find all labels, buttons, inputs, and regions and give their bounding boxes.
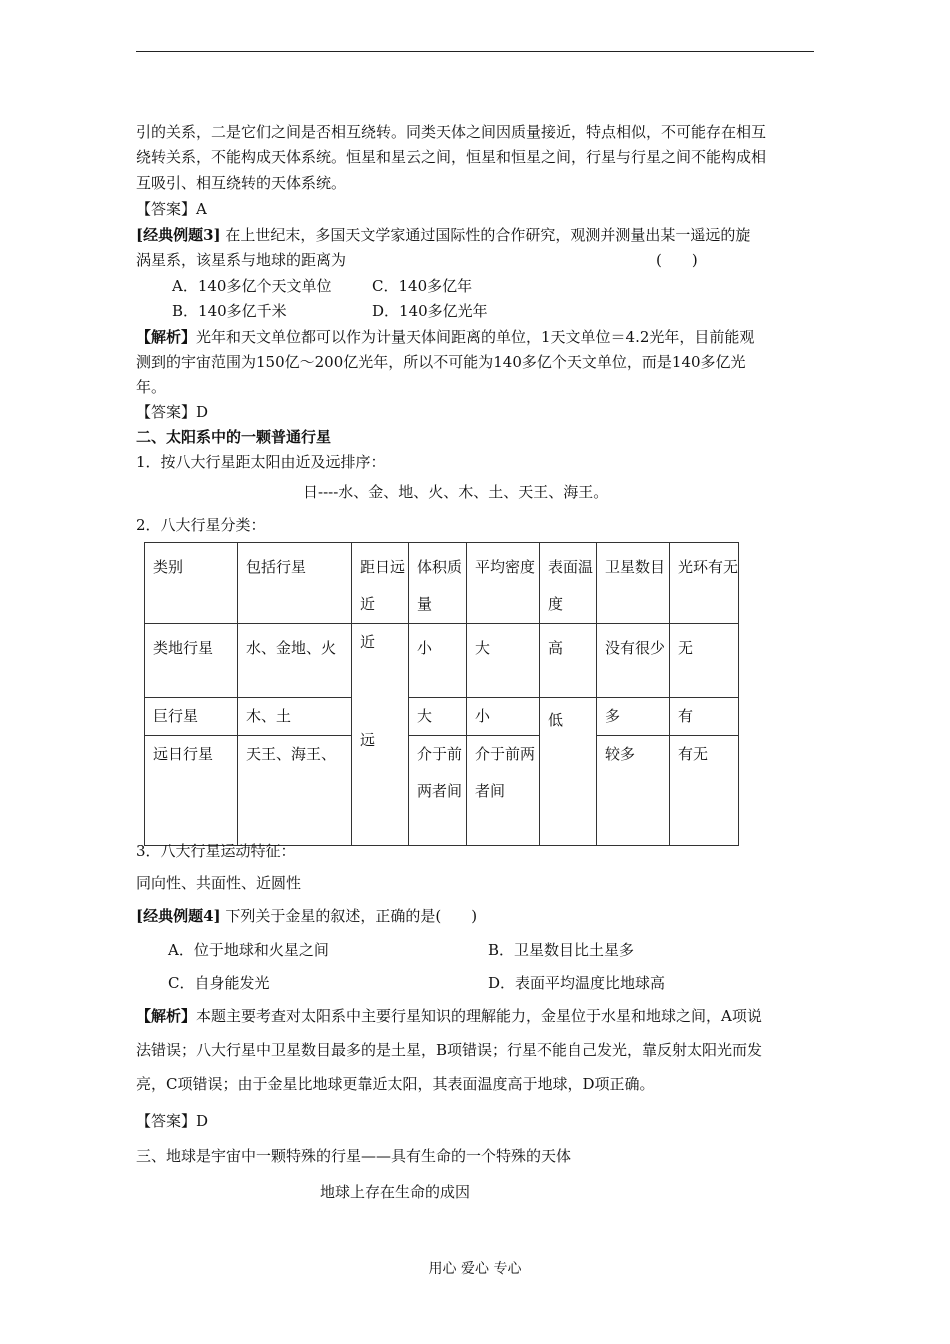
example3-option-c: C．140多亿年 (372, 277, 473, 295)
intro-line-3: 互吸引、相互绕转的天体系统。 (136, 174, 347, 192)
example3-option-a: A．140多亿个天文单位 (172, 277, 332, 295)
section3-title: 三、地球是宇宙中一颗特殊的行星——具有生命的一个特殊的天体 (136, 1147, 572, 1165)
table-cell: 天王、海王、 (238, 736, 352, 846)
header-rule (136, 51, 814, 52)
example3-analysis-line-2: 测到的宇宙范围为150亿～200亿光年，所以不可能为140多亿个天文单位，而是140多亿光 (136, 353, 746, 371)
table-header-cell: 类别 (145, 543, 238, 624)
table-cell: 小 (467, 698, 540, 736)
example4-analysis-line-3: 亮，C项错误；由于金星比地球更靠近太阳，其表面温度高于地球，D项正确。 (136, 1075, 655, 1093)
table-header-cell: 体积质量 (409, 543, 467, 624)
example3-text-1: 在上世纪末，多国天文学家通过国际性的合作研究，观测并测量出某一遥远的旋 (225, 226, 751, 244)
example4-analysis-line-1 (136, 1005, 762, 1026)
table-cell: 巨行星 (145, 698, 238, 736)
table-cell: 水、金地、火 (238, 624, 352, 698)
table-cell: 大 (467, 624, 540, 698)
table-cell: 有 (670, 698, 739, 736)
table-header-cell: 卫星数目 (597, 543, 670, 624)
example3-line-2: 涡星系，该星系与地球的距离为 (136, 251, 347, 269)
table-cell: 介于前两者间 (467, 736, 540, 846)
section2-item-1: 1．按八大行星距太阳由近及远排序： (136, 453, 386, 471)
table-cell-distance (352, 624, 409, 846)
example4-analysis-tag: 【解析】 (136, 1007, 197, 1025)
table-cell: 无 (670, 624, 739, 698)
motion-features: 同向性、共面性、近圆性 (136, 874, 302, 892)
example3-bracket: ( ) (656, 251, 698, 269)
table-cell: 类地行星 (145, 624, 238, 698)
example3-analysis-tag: 【解析】 (136, 328, 197, 346)
table-cell-temperature-low-text: 低 (548, 711, 564, 729)
table-header-row (145, 543, 739, 624)
example4-question: 下列关于金星的叙述，正确的是( ) (225, 907, 478, 925)
example4-answer: 【答案】D (136, 1112, 209, 1130)
example3-analysis-line-1 (136, 326, 754, 347)
table-row (145, 624, 739, 698)
table-cell: 多 (597, 698, 670, 736)
table-cell: 小 (409, 624, 467, 698)
example3-option-d: D．140多亿光年 (372, 302, 488, 320)
table-cell: 大 (409, 698, 467, 736)
page-footer: 用心 爱心 专心 (428, 1261, 522, 1277)
table-cell-temperature-low (540, 698, 597, 846)
section2-title: 二、太阳系中的一颗普通行星 (136, 428, 332, 446)
example3-analysis-line-3: 年。 (136, 378, 167, 396)
table-header-cell: 光环有无 (670, 543, 739, 624)
example3-tag: [经典例题3] (136, 226, 221, 244)
example3-line-1 (136, 224, 750, 245)
example4-tag: [经典例题4] (136, 907, 221, 925)
table-header-cell: 包括行星 (238, 543, 352, 624)
section2-item-2: 2．八大行星分类： (136, 516, 266, 534)
table-cell: 有无 (670, 736, 739, 846)
table-cell: 介于前两者间 (409, 736, 467, 846)
table-cell: 高 (540, 624, 597, 698)
planet-order: 日----水、金、地、火、木、土、天王、海王。 (303, 483, 609, 501)
example4-option-a: A．位于地球和火星之间 (168, 941, 329, 959)
example3-answer: 【答案】D (136, 403, 209, 421)
example4-option-b: B．卫星数目比土星多 (488, 941, 635, 959)
answer-1: 【答案】A (136, 200, 207, 218)
section3-subtitle: 地球上存在生命的成因 (320, 1183, 471, 1201)
example3-analysis-text-1: 光年和天文单位都可以作为计量天体间距离的单位，1天文单位＝4.2光年，目前能观 (196, 328, 755, 346)
table-cell-distance-far: 远 (360, 731, 376, 749)
example4-option-d: D．表面平均温度比地球高 (488, 974, 666, 992)
table-row (145, 698, 739, 736)
table-header-cell: 表面温度 (540, 543, 597, 624)
example4-analysis-text-1: 本题主要考查对太阳系中主要行星知识的理解能力，金星位于水星和地球之间，A项说 (196, 1007, 762, 1025)
planet-classification-table (144, 542, 739, 846)
table-header-cell: 距日远近 (352, 543, 409, 624)
table-cell: 远日行星 (145, 736, 238, 846)
table-cell: 较多 (597, 736, 670, 846)
example4-line (136, 905, 477, 926)
example3-option-b: B．140多亿千米 (172, 302, 287, 320)
table-row (145, 736, 739, 846)
table-cell: 没有很少 (597, 624, 670, 698)
intro-line-1: 引的关系，二是它们之间是否相互绕转。同类天体之间因质量接近，特点相似，不可能存在相互 (136, 123, 767, 141)
table-cell: 木、土 (238, 698, 352, 736)
example4-analysis-line-2: 法错误；八大行星中卫星数目最多的是土星，B项错误；行星不能自己发光，靠反射太阳光而发 (136, 1041, 763, 1059)
section2-item-3: 3．八大行星运动特征： (136, 842, 296, 860)
intro-line-2: 绕转关系，不能构成天体系统。恒星和星云之间，恒星和恒星之间，行星与行星之间不能构成相 (136, 148, 767, 166)
table-cell-distance-near: 近 (360, 633, 376, 651)
example4-option-c: C．自身能发光 (168, 974, 270, 992)
table-header-cell: 平均密度 (467, 543, 540, 624)
